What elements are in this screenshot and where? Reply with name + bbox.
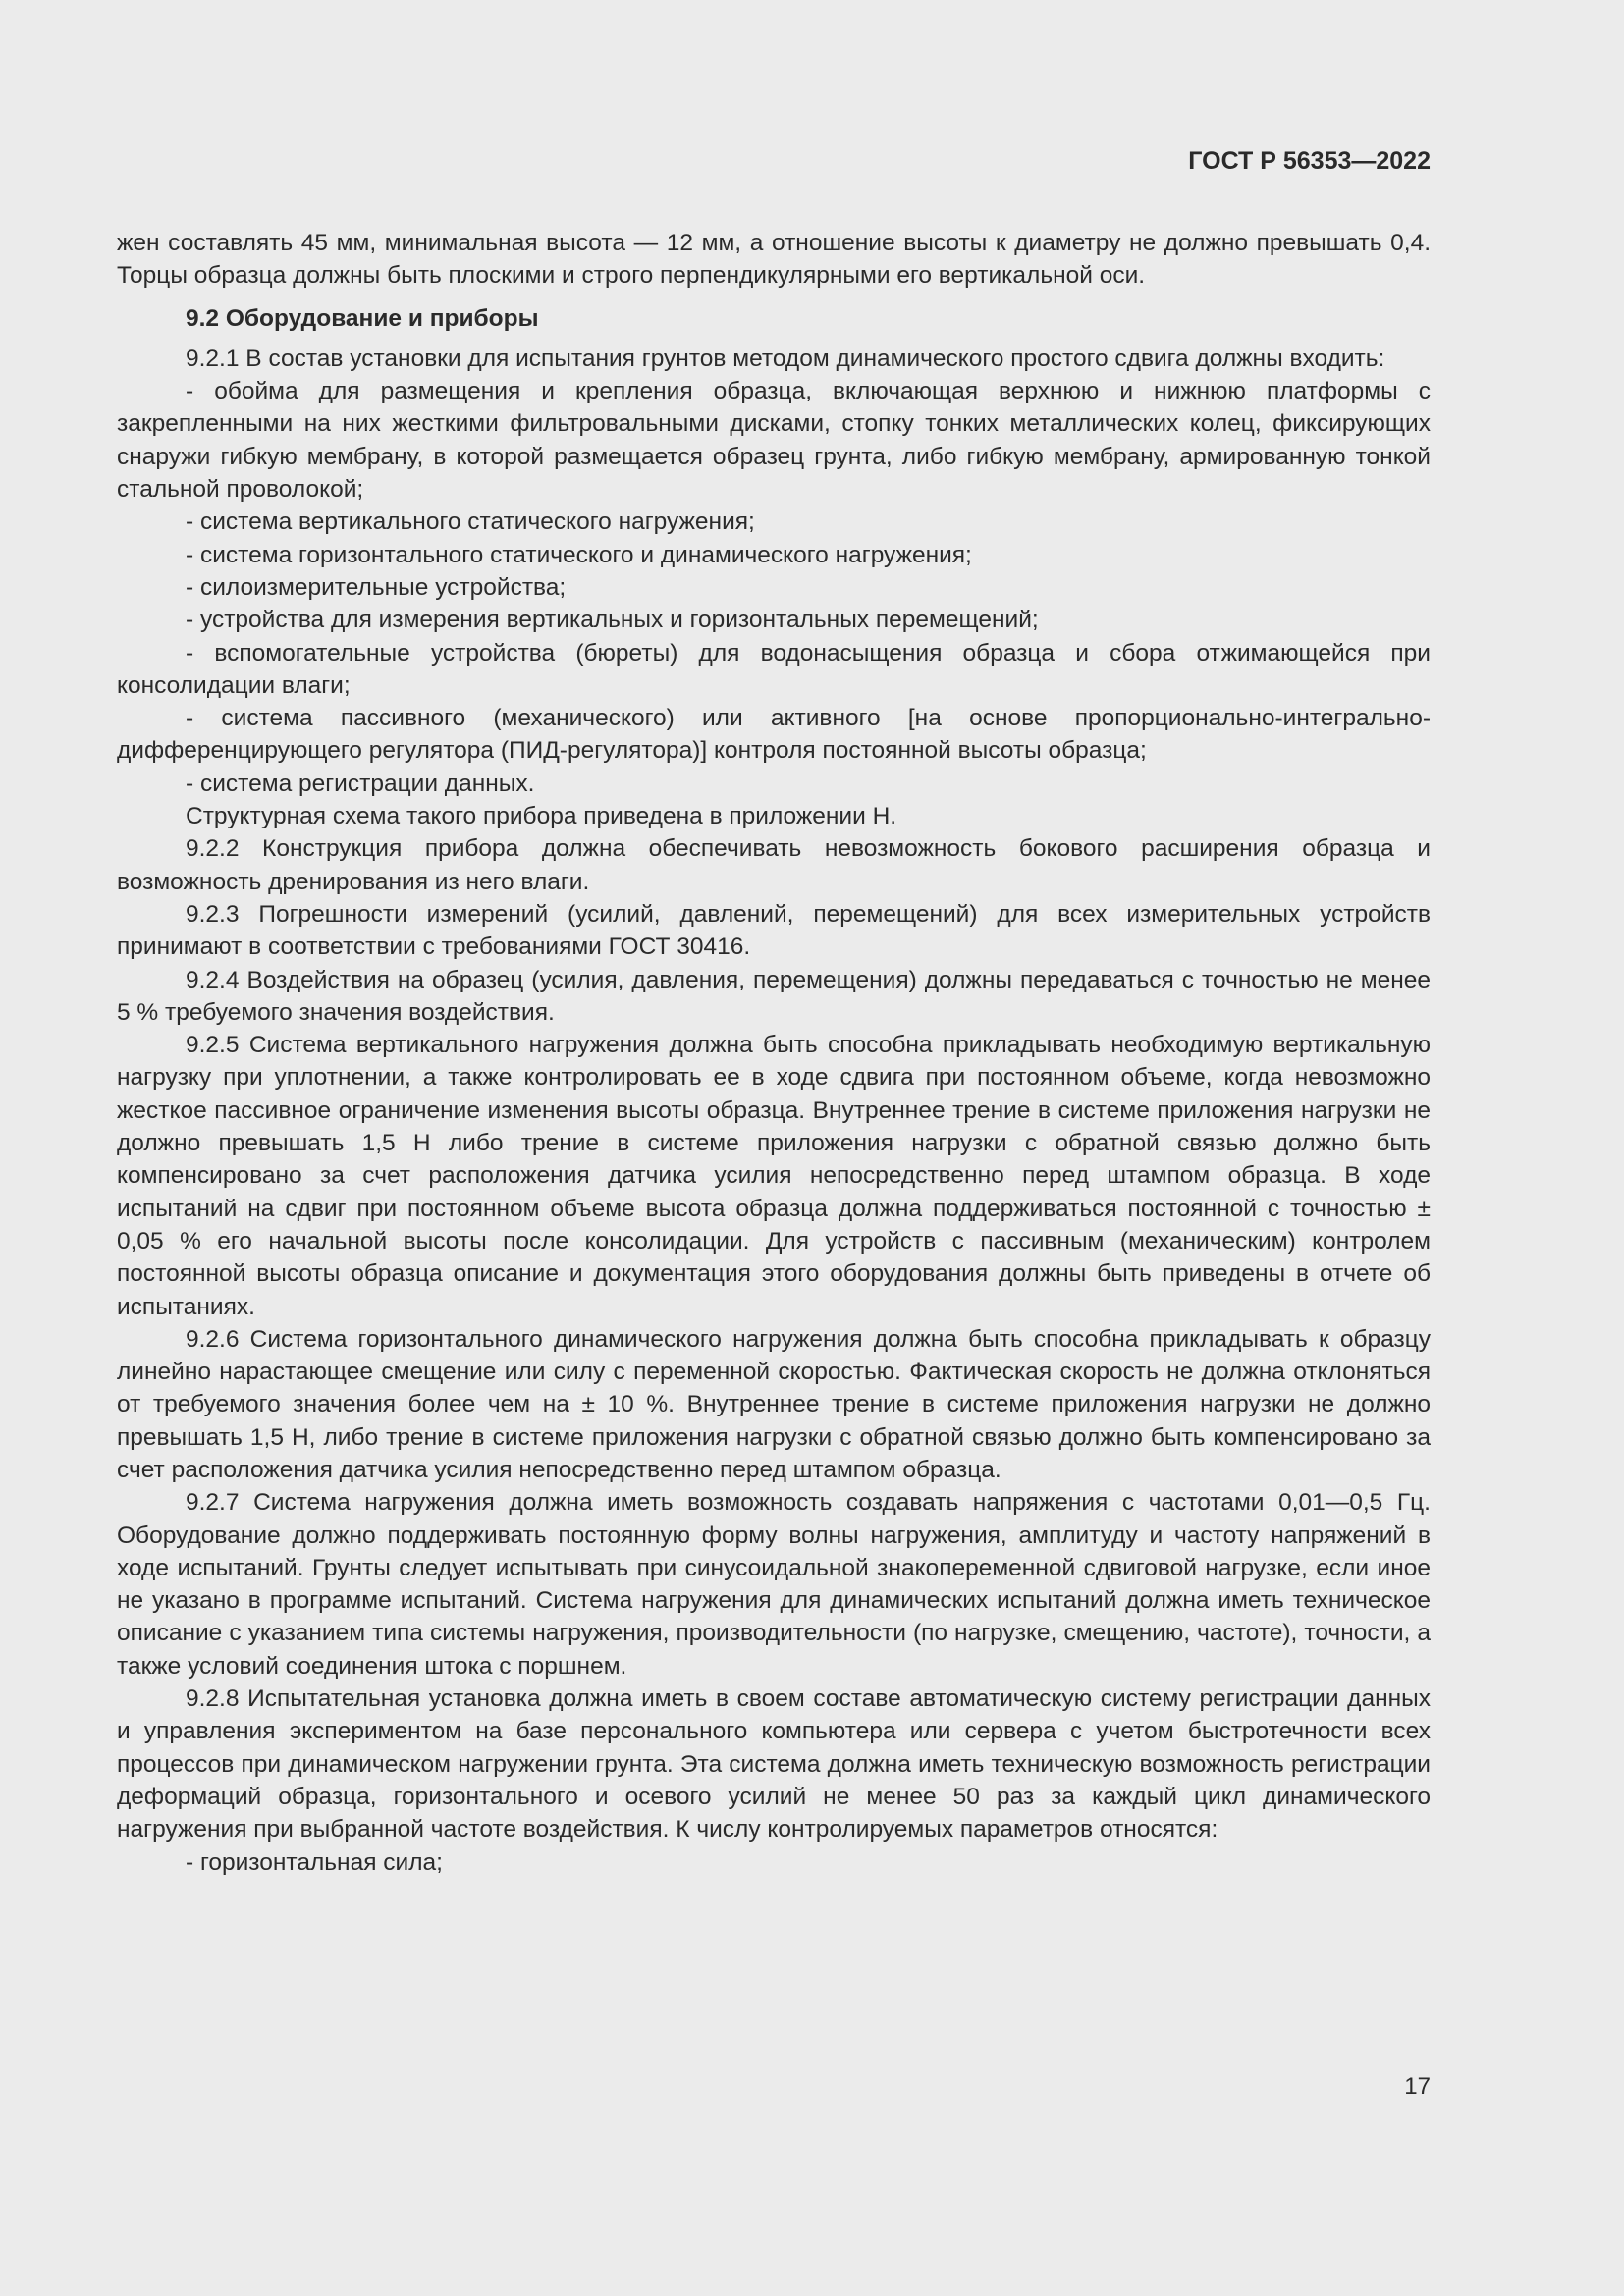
paragraph-scheme: Структурная схема такого прибора приведена в приложении Н. [186, 803, 897, 830]
list-item: - вспомогательные устройства (бюреты) для водонасыщения образца и сбора отжимающейся при консолидации влаги; [117, 639, 1431, 699]
paragraph-9-2-7: 9.2.7 Система нагружения должна иметь возможность создавать напряжения с частотами 0,01—0,5 Гц. Оборудование должно поддерживать постоянную форму волны нагружения, амплитуду и частоту напряжений в ходе испытаний. Грунты следует испытывать при синусоидальной знакопеременной сдвиговой нагрузке, если иное не указано в программе испытаний. Система нагружения для динамических испытаний должна иметь техническое описание с указанием типа системы нагружения, производительности (по нагрузке, смещению, частоте), точности, а также условий соединения штока с поршнем. [117, 1489, 1431, 1680]
list-item: - система вертикального статического нагружения; [186, 508, 755, 536]
list-item: - система регистрации данных. [186, 770, 535, 797]
paragraph-intro: жен составлять 45 мм, минимальная высота — 12 мм, а отношение высоты к диаметру не должно превышать 0,4. Торцы образца должны быть плоскими и строго перпендикулярными его вертикальной оси. [117, 230, 1431, 290]
document-body [117, 227, 1431, 1879]
list-item: - система горизонтального статического и динамического нагружения; [186, 541, 972, 568]
paragraph-9-2-5: 9.2.5 Система вертикального нагружения должна быть способна прикладывать необходимую вертикальную нагрузку при уплотнении, а также контролировать ее в ходе сдвига при постоянном объеме, когда невозможно жесткое пассивное ограничение изменения высоты образца. Внутреннее трение в системе приложения нагрузки не должно превышать 1,5 Н либо трение в системе приложения нагрузки с обратной связью должно быть компенсировано за счет расположения датчика усилия непосредственно перед штампом образца. В ходе испытаний на сдвиг при постоянном объеме высота образца должна поддерживаться постоянной с точностью ± 0,05 % его начальной высоты после консолидации. Для устройств с пассивным (механическим) контролем постоянной высоты образца описание и документация этого оборудования должны быть приведены в отчете об испытаниях. [117, 1032, 1431, 1320]
document-code-header: ГОСТ Р 56353—2022 [1188, 147, 1431, 175]
paragraph-9-2-4: 9.2.4 Воздействия на образец (усилия, давления, перемещения) должны передаваться с точностью не менее 5 % требуемого значения воздействия. [117, 966, 1431, 1026]
section-title: 9.2 Оборудование и приборы [186, 304, 539, 332]
paragraph-9-2-6: 9.2.6 Система горизонтального динамического нагружения должна быть способна прикладывать к образцу линейно нарастающее смещение или силу с переменной скоростью. Фактическая скорость не должна отклоняться от требуемого значения более чем на ± 10 %. Внутреннее трение в системе приложения нагрузки не должно превышать 1,5 Н, либо трение в системе приложения нагрузки с обратной связью должно быть компенсировано за счет расположения датчика усилия непосредственно перед штампом образца. [117, 1325, 1431, 1483]
page-number: 17 [1404, 2073, 1431, 2100]
list-item: - обойма для размещения и крепления образца, включающая верхнюю и нижнюю платформы с закрепленными на них жесткими фильтровальными дисками, стопку тонких металлических колец, фиксирующих снаружи гибкую мембрану, в которой размещается образец грунта, либо гибкую мембрану, армированную тонкой стальной проволокой; [117, 378, 1431, 504]
list-item: - система пассивного (механического) или активного [на основе пропорционально-интегрально-дифференцирующего регулятора (ПИД-регулятора)] контроля постоянной высоты образца; [117, 705, 1431, 765]
list-item: - устройства для измерения вертикальных и горизонтальных перемещений; [186, 607, 1039, 634]
list-item: - силоизмерительные устройства; [186, 573, 567, 601]
list-item: - горизонтальная сила; [186, 1848, 443, 1876]
paragraph-9-2-2: 9.2.2 Конструкция прибора должна обеспечивать невозможность бокового расширения образца и возможность дренирования из него влаги. [117, 835, 1431, 895]
paragraph-9-2-1: 9.2.1 В состав установки для испытания грунтов методом динамического простого сдвига должны входить: [186, 345, 1385, 372]
paragraph-9-2-8: 9.2.8 Испытательная установка должна иметь в своем составе автоматическую систему регистрации данных и управления экспериментом на базе персонального компьютера или сервера с учетом быстротечности всех процессов при динамическом нагружении грунта. Эта система должна иметь техническую возможность регистрации деформаций образца, горизонтального и осевого усилий не менее 50 раз за каждый цикл динамического нагружения при выбранной частоте воздействия. К числу контролируемых параметров относятся: [117, 1685, 1431, 1843]
paragraph-9-2-3: 9.2.3 Погрешности измерений (усилий, давлений, перемещений) для всех измерительных устройств принимают в соответствии с требованиями ГОСТ 30416. [117, 900, 1431, 961]
